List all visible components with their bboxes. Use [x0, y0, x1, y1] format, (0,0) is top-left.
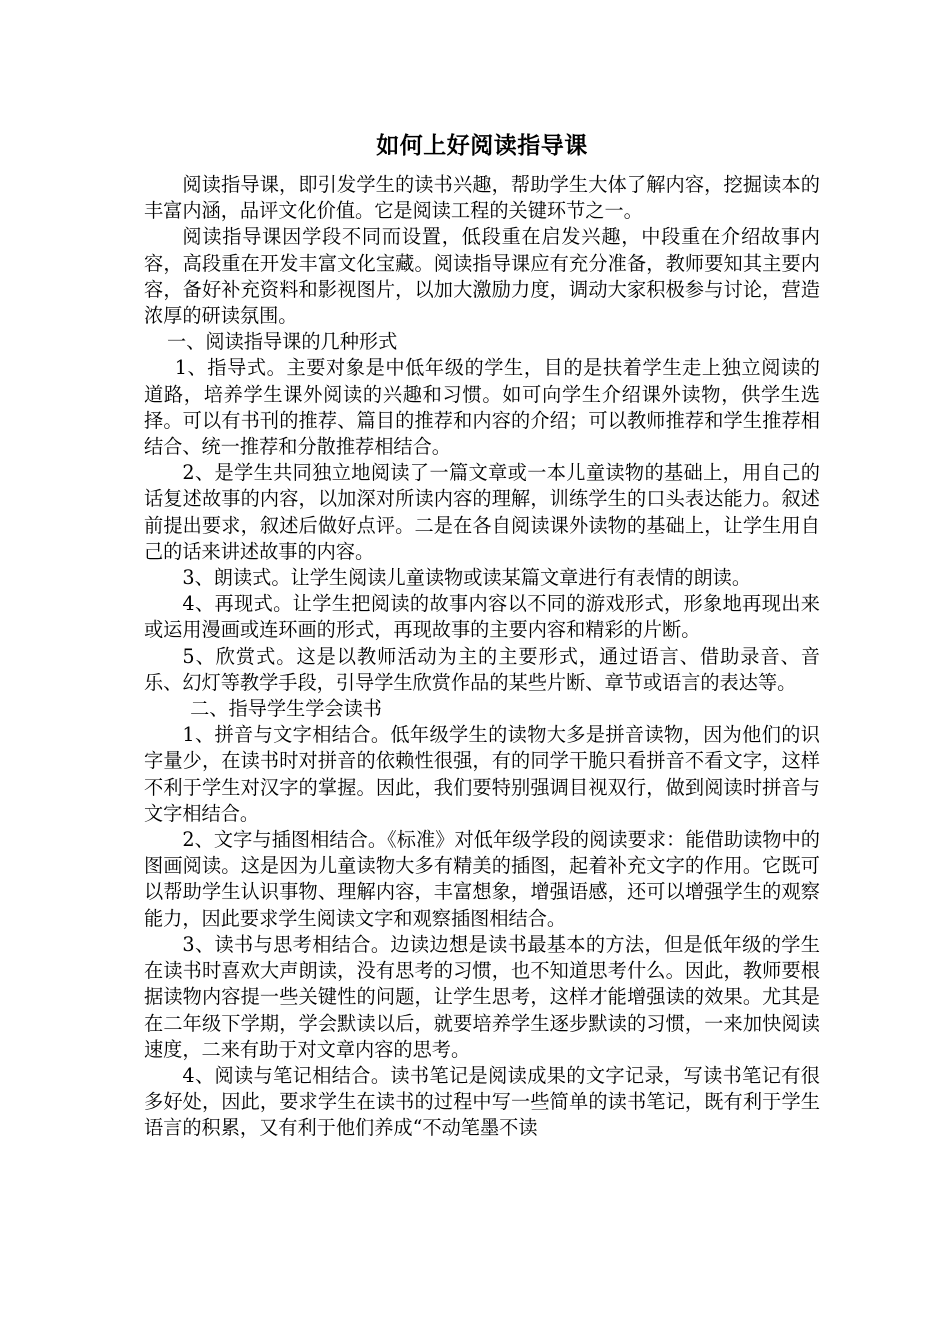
form-item-appreciation: 5、欣赏式。这是以教师活动为主的主要形式，通过语言、借助录音、音乐、幻灯等教学手段，引导学生欣赏作品的某些片断、章节或语言的表达等。: [144, 644, 820, 694]
skill-item-notes: 4、阅读与笔记相结合。读书笔记是阅读成果的文字记录，写读书笔记有很多好处，因此，要求学生在读书的过程中写一些简单的读书笔记，既有利于学生语言的积累，又有利于他们养成“不动笔墨不读: [144, 1063, 820, 1140]
document-page: [144, 130, 820, 1142]
intro-paragraph-1: 阅读指导课，即引发学生的读书兴趣，帮助学生大体了解内容，挖掘读本的丰富内涵，品评文化价值。它是阅读工程的关键环节之一。: [144, 173, 820, 223]
form-item-reading-aloud: 3、朗读式。让学生阅读儿童读物或读某篇文章进行有表情的朗读。: [182, 566, 752, 590]
document-title: 如何上好阅读指导课: [376, 132, 588, 159]
skill-item-pinyin: 1、拼音与文字相结合。低年级学生的读物大多是拼音读物，因为他们的识字量少，在读书时对拼音的依赖性很强，有的同学干脆只看拼音不看文字，这样不利于学生对汉字的掌握。因此，我们要特别强调目视双行，做到阅读时拼音与文字相结合。: [144, 723, 820, 825]
form-item-retelling: 2、是学生共同独立地阅读了一篇文章或一本儿童读物的基础上，用自己的话复述故事的内容，以加深对所读内容的理解，训练学生的口头表达能力。叙述前提出要求，叙述后做好点评。二是在各自阅读课外读物的基础上，让学生用自己的话来讲述故事的内容。: [144, 461, 820, 563]
form-item-guidance: 1、指导式。主要对象是中低年级的学生，目的是扶着学生走上独立阅读的道路，培养学生课外阅读的兴趣和习惯。如可向学生介绍课外读物，供学生选择。可以有书刊的推荐、篇目的推荐和内容的介绍；可以教师推荐和学生推荐相结合、统一推荐和分散推荐相结合。: [144, 356, 820, 459]
form-item-reenactment: 4、再现式。让学生把阅读的故事内容以不同的游戏形式，形象地再现出来或运用漫画或连环画的形式，再现故事的主要内容和精彩的片断。: [144, 592, 820, 642]
skill-item-thinking: 3、读书与思考相结合。边读边想是读书最基本的方法，但是低年级的学生在读书时喜欢大声朗读，没有思考的习惯，也不知道思考什么。因此，教师要根据读物内容提一些关键性的问题，让学生思考，这样才能增强读的效果。尤其是在二年级下学期，学会默读以后，就要培养学生逐步默读的习惯，一来加快阅读速度，二来有助于对文章内容的思考。: [144, 932, 820, 1061]
section-heading-reading-skills: 二、指导学生学会读书: [190, 697, 382, 721]
intro-paragraph-2: 阅读指导课因学段不同而设置，低段重在启发兴趣，中段重在介绍故事内容，高段重在开发丰富文化宝藏。阅读指导课应有充分准备，教师要知其主要内容，备好补充资料和影视图片，以加大激励力度，调动大家积极参与讨论，营造浓厚的研读氛围。: [144, 225, 820, 328]
section-heading-forms: 一、阅读指导课的几种形式: [167, 330, 398, 354]
skill-item-illustrations: 2、文字与插图相结合。《标准》对低年级学段的阅读要求：能借助读物中的图画阅读。这是因为儿童读物大多有精美的插图，起着补充文字的作用。它既可以帮助学生认识事物、理解内容，丰富想象，增强语感，还可以增强学生的观察能力，因此要求学生阅读文字和观察插图相结合。: [144, 828, 820, 930]
